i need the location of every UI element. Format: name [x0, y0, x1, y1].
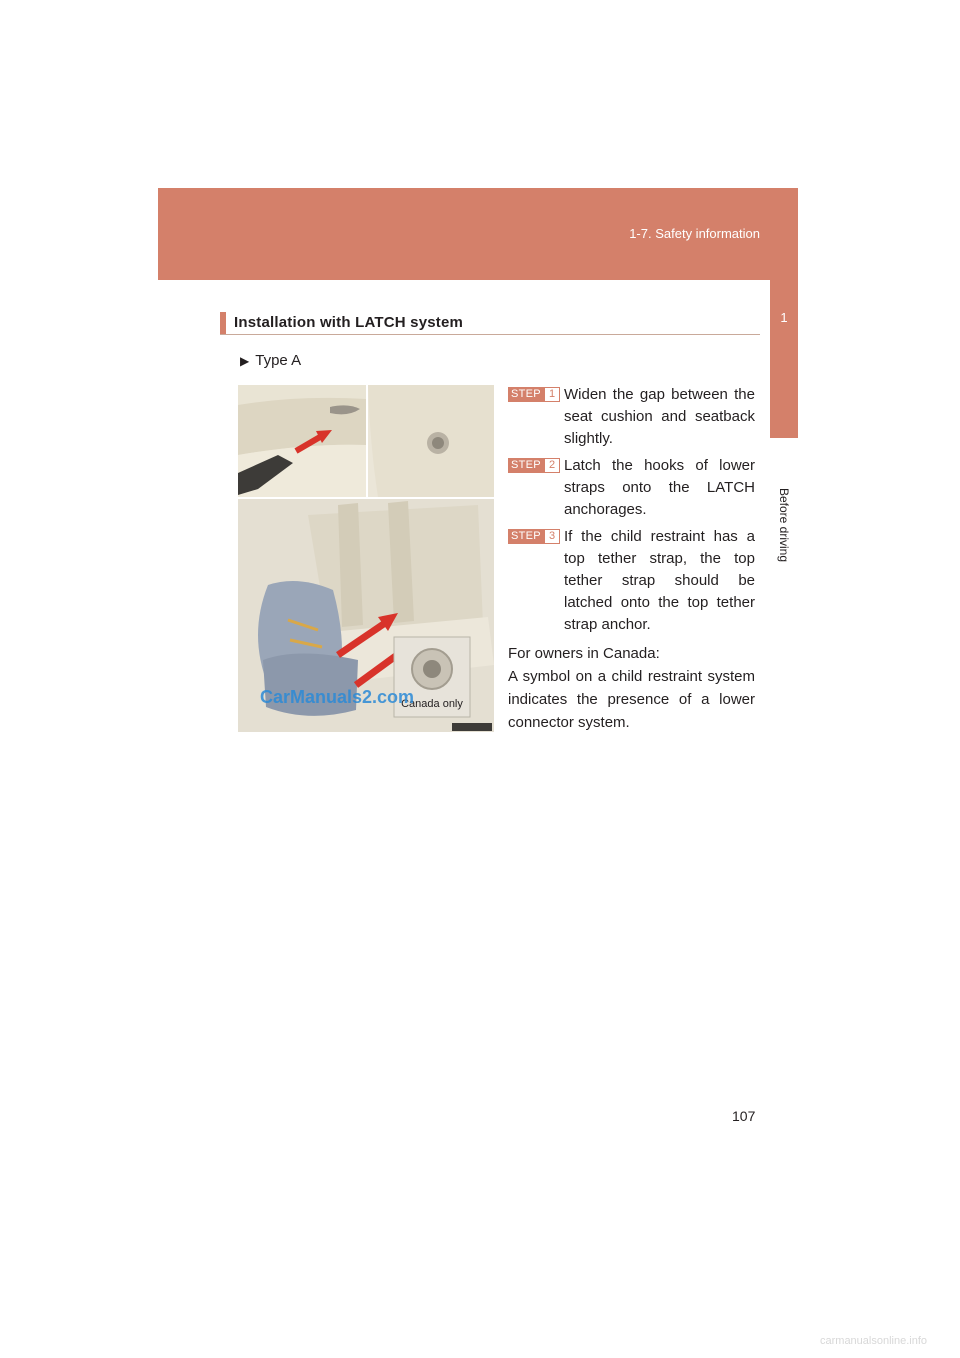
carmanuals-watermark: CarManuals2.com: [260, 687, 415, 707]
figure-id-label: [452, 723, 492, 731]
step-text: If the child restraint has a top tether strap, the top tether strap should be latched onto the top tether strap anchor.: [564, 528, 755, 633]
canada-only-caption: Canada only: [401, 698, 463, 710]
canada-note: [508, 642, 755, 734]
step-item: [508, 384, 755, 450]
note-heading: For owners in Canada:: [508, 645, 660, 662]
step-badge: STEP 3: [508, 529, 560, 544]
section-heading: [220, 312, 760, 335]
page-number: 107: [732, 1108, 756, 1124]
step-list: [508, 384, 755, 641]
note-body: A symbol on a child restraint system indicates the presence of a lower connector system.: [508, 668, 755, 731]
latch-installation-illustration: [238, 385, 494, 732]
chapter-title: Before driving: [777, 487, 791, 563]
heading-marker: [220, 312, 226, 334]
step-text: Latch the hooks of lower straps onto the LATCH anchorages.: [564, 457, 755, 518]
header-band: [158, 188, 798, 280]
section-title: 1-7. Safety information: [629, 226, 760, 241]
step-text: Widen the gap between the seat cushion and seatback slightly.: [564, 386, 755, 447]
step-badge: STEP 2: [508, 458, 560, 473]
step-badge: STEP 1: [508, 387, 560, 402]
chapter-tab: [770, 280, 798, 438]
chapter-number: 1: [780, 310, 788, 325]
step-item: [508, 455, 755, 521]
footer-watermark: carmanualsonline.info: [820, 1335, 928, 1347]
triangle-bullet-icon: ▶: [240, 354, 250, 368]
type-label: [240, 352, 301, 369]
type-label-text: Type A: [255, 352, 302, 369]
step-item: [508, 526, 755, 636]
heading-text: Installation with LATCH system: [234, 314, 464, 331]
